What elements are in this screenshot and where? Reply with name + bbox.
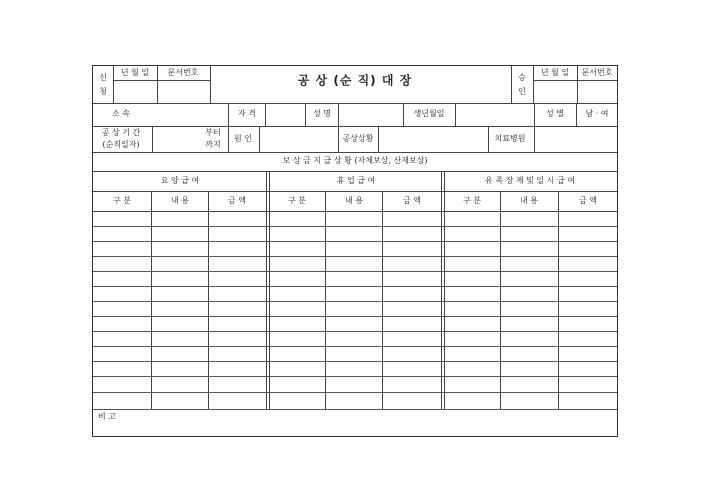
approve-label-2: 인 xyxy=(518,87,526,96)
approve-date-label: 년 월 일 xyxy=(540,68,570,77)
remarks-label: 비 고 xyxy=(98,412,116,421)
apply-label-1: 신 xyxy=(99,73,107,82)
col-content-3: 내 용 xyxy=(520,196,538,205)
table-row[interactable] xyxy=(93,241,617,242)
col-category-3: 구 분 xyxy=(463,196,481,205)
table-row[interactable] xyxy=(93,301,617,302)
col-amount-1: 금 액 xyxy=(228,196,246,205)
section-medical-care: 요 양 급 여 xyxy=(160,176,200,185)
col-content-2: 내 용 xyxy=(345,196,363,205)
col-amount-2: 금 액 xyxy=(403,196,421,205)
compensation-status-heading: 보 상 금 지 급 상 황 (자체보상, 산재보상) xyxy=(282,156,428,165)
table-row[interactable] xyxy=(93,331,617,332)
to-label: 까지 xyxy=(205,140,221,149)
gender-value: 남 · 여 xyxy=(585,109,609,118)
qualification-label: 자 격 xyxy=(238,109,256,118)
apply-label-2: 청 xyxy=(99,87,107,96)
approve-docno-label: 문서번호 xyxy=(581,68,613,77)
table-row[interactable] xyxy=(93,392,617,393)
injury-period-label: 공 상 기 간 xyxy=(101,128,141,137)
section-survivor-benefit: 유 족 장 제 및 일 시 급 여 xyxy=(485,176,575,185)
table-row[interactable] xyxy=(93,271,617,272)
approve-label-1: 승 xyxy=(518,73,526,82)
injury-register-form xyxy=(92,65,618,437)
section-leave-benefit: 휴 업 급 여 xyxy=(336,176,376,185)
table-row[interactable] xyxy=(93,226,617,227)
name-label: 성 명 xyxy=(313,109,331,118)
table-row[interactable] xyxy=(93,409,617,410)
table-row[interactable] xyxy=(93,286,617,287)
apply-date-label: 년 월 일 xyxy=(120,68,150,77)
table-row[interactable] xyxy=(93,376,617,377)
injury-situation-label: 공상상황 xyxy=(342,134,374,143)
table-row[interactable] xyxy=(93,256,617,257)
gender-label: 성 별 xyxy=(546,109,564,118)
birthdate-label: 생년월일 xyxy=(413,109,445,118)
from-label: 부터 xyxy=(205,128,221,137)
apply-docno-label: 문서번호 xyxy=(167,68,199,77)
cause-label: 원 인 xyxy=(234,134,252,143)
form-title: 공 상 (순 직) 대 장 xyxy=(297,73,413,88)
col-content-1: 내 용 xyxy=(171,196,189,205)
hospital-label: 치료병원 xyxy=(494,134,526,143)
death-date-label: (순직일자) xyxy=(102,140,140,149)
table-row[interactable] xyxy=(93,346,617,347)
affiliation-label: 소 속 xyxy=(112,109,130,118)
col-category-1: 구 분 xyxy=(113,196,131,205)
table-row[interactable] xyxy=(93,361,617,362)
col-category-2: 구 분 xyxy=(288,196,306,205)
col-amount-3: 금 액 xyxy=(579,196,597,205)
table-row[interactable] xyxy=(93,316,617,317)
